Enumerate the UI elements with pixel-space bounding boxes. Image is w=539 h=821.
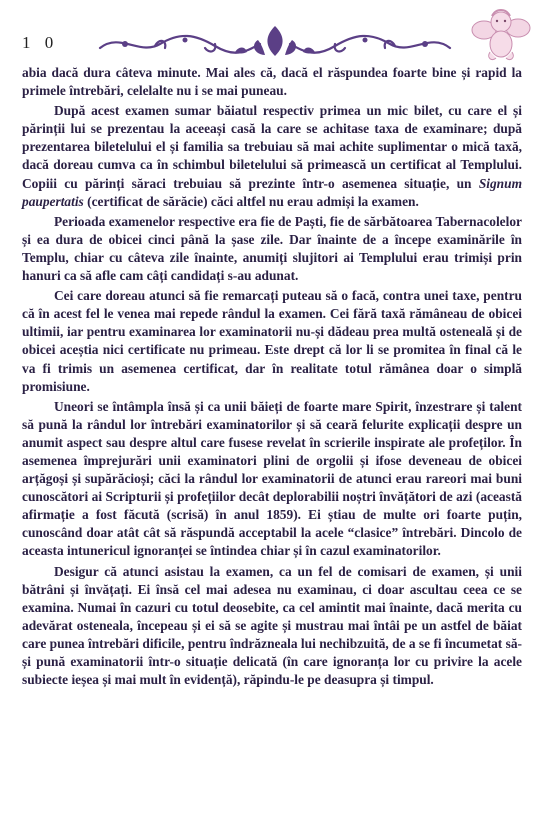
- text-body: [22, 64, 522, 689]
- page-number: 1 0: [22, 33, 59, 52]
- paragraph: [22, 102, 522, 211]
- paragraph: Desigur că atunci asistau la examen, ca un fel de comisari de examen, și unii bătrâni și învățați. Ei însă cel mai adesea nu examinau, ci doar ascultau ceea ce se examina. Numai în cazuri cu totul deosebite, ca cel amintit mai înainte, dacă merita cu adevărat osteneala, începeau și ei să se agite și mustrau mai întâi pe un astfel de băiat care punea întrebări dificile, pentru îndrăzneala lui nechibzuită, de a se fi încumetat să-și pună examinatorii într-o situație delicată (în care ignoranța lor cu privire la acele subiecte ieșea și mai mult în evidență), răpindu-le pe deasupra și timpul.: [22, 563, 522, 688]
- ornament-flourish-icon: [95, 22, 455, 62]
- paragraph-text: După acest examen sumar băiatul respectiv primea un mic bilet, cu care el și părinții lui se prezentau la aceeași casă la care se achitase taxa de examinare; după prezentarea biletelului el și familia sa trebuiau să mai achite suplimentar o mică taxă, dacă doreau cumva ca în schimbul biletelului să primească un certificat al Templului. Copiii cu părinți săraci trebuiau să prezinte într-o asemenea situație, un: [22, 103, 522, 191]
- cherub-icon: [470, 4, 532, 64]
- paragraph-text: (certificat de sărăcie) căci altfel nu erau admiși la examen.: [83, 193, 419, 209]
- paragraph: Cei care doreau atunci să fie remarcați puteau să o facă, contra unei taxe, pentru că în acest fel le venea mai repede rândul la examen. Cei fără taxă rămâneau de obicei ultimii, iar pentru examinarea lor examinatorii nu-și dădeau prea multă osteneală și de obicei aceștia nici certificate nu primeau. Este drept că lor li se promitea în final că le va fi trimis un asemenea certificat, dar în realitate totul rămânea doar o simplă promisiune.: [22, 288, 522, 394]
- latin-term: Signum paupertatis: [22, 175, 522, 209]
- paragraph: Uneori se întâmpla însă și ca unii băieți de foarte mare Spirit, înzestrare și talent să pună la rândul lor întrebări examinatorilor și să ceară felurite explicații despre un anumit aspect sau despre altul care fusese revelat în scrierile inspirate ale profeților. În asemenea împrejurări unii examinatori plini de orgolii și ifose deveneau de obicei arțăgoși și supărăcioși; căci la rândul lor examinatorii de atunci erau rareori mai buni cunoscători ai Scripturii și profețiilor decât deplorabilii noștri învățători de azi (această afirmație a fost făcută (scrisă) în anul 1859). Ei știau de multe ori foarte puțin, cunoscând doar atât cât să răspundă acceptabil la acele “clasice” întrebări. Dincolo de aceasta intunericul ignoranței se întindea chiar și în cazul examinatorilor.: [22, 398, 522, 559]
- paragraph: abia dacă dura câteva minute. Mai ales că, dacă el răspundea foarte bine și rapid la primele întrebări, celelalte nu i se mai puneau.: [22, 65, 522, 99]
- paragraph: Perioada examenelor respective era fie de Paști, fie de sărbătoarea Tabernacolelor și ea dura de obicei cinci până la șase zile. Dar înainte de a începe examinările în Templu, chiar cu câteva zile înainte, anumiți slujitori ai Templului erau trimiși prin hanuri ca să afle cam câți candidați s-au adunat.: [22, 213, 522, 284]
